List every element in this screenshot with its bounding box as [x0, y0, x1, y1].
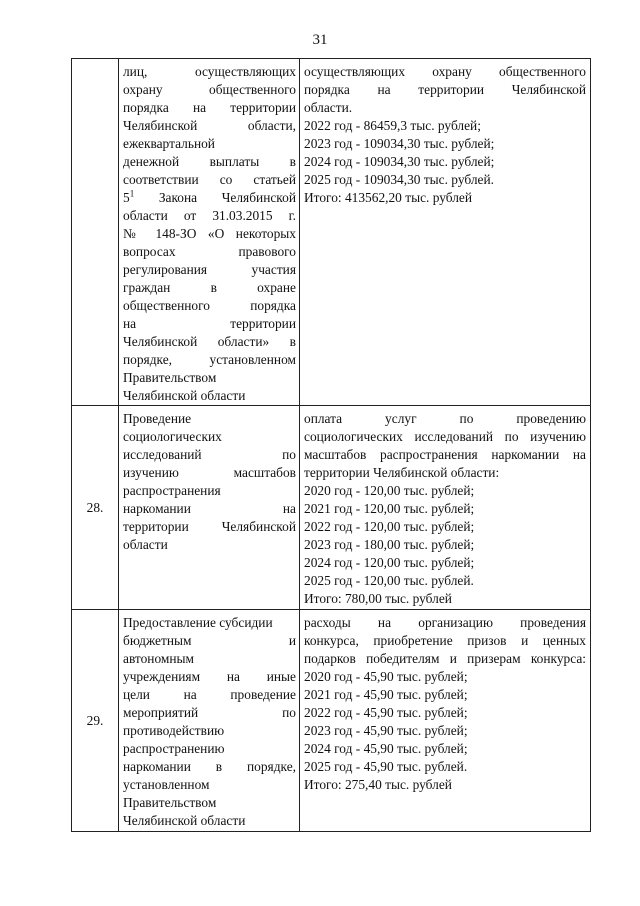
text-line: 2023 год - 109034,30 тыс. рублей;	[304, 136, 495, 151]
text-line: вопросах правового	[123, 244, 296, 259]
text-line: лиц, осуществляющих	[123, 64, 296, 79]
row-number: 29.	[72, 610, 119, 832]
text-line: порядка на территории	[123, 100, 296, 115]
text-line: осуществляющих охрану общественного	[304, 64, 586, 79]
table-row	[72, 610, 591, 832]
text-line: области от 31.03.2015 г.	[123, 208, 296, 223]
text-line: конкурса, приобретение призов и ценных	[304, 633, 586, 648]
text-line: соответствии со статьей	[123, 172, 296, 187]
text-line: порядка на территории Челябинской	[304, 82, 586, 97]
text-line: оплата услуг по проведению	[304, 411, 586, 426]
table-row	[72, 406, 591, 610]
funding-details	[300, 610, 591, 832]
text-line-rest: Закона Челябинской	[134, 190, 296, 205]
text-line: бюджетным и	[123, 633, 296, 648]
text-line: распространению	[123, 741, 225, 756]
text-line: на территории	[123, 316, 296, 331]
text-line: 2025 год - 120,00 тыс. рублей.	[304, 573, 474, 588]
text-line: цели на проведение	[123, 687, 296, 702]
text-line: 2021 год - 45,90 тыс. рублей;	[304, 687, 468, 702]
text-line: исследований по	[123, 447, 296, 462]
text-line: № 148-ЗО «О некоторых	[123, 226, 296, 241]
text-line: общественного порядка	[123, 298, 296, 313]
text-line: 2022 год - 45,90 тыс. рублей;	[304, 705, 468, 720]
measure-description	[119, 610, 300, 832]
measure-description	[119, 406, 300, 610]
text-line: Челябинской области	[123, 388, 246, 403]
superscript: 1	[129, 189, 135, 199]
table-row	[72, 59, 591, 406]
text-line: граждан в охране	[123, 280, 296, 295]
funding-details	[300, 406, 591, 610]
text-line: Правительством	[123, 795, 217, 810]
text-line: территории Челябинской	[123, 519, 296, 534]
funding-details	[300, 59, 591, 406]
text-line: учреждениям на иные	[123, 669, 296, 684]
text-line: автономным	[123, 651, 195, 666]
text-line: Итого: 413562,20 тыс. рублей	[304, 190, 473, 205]
text-line: 2024 год - 45,90 тыс. рублей;	[304, 741, 468, 756]
text-line: регулирования участия	[123, 262, 296, 277]
text-line: ежеквартальной	[123, 136, 215, 151]
text-line: 2025 год - 45,90 тыс. рублей.	[304, 759, 468, 774]
text-line: Итого: 780,00 тыс. рублей	[304, 591, 452, 606]
text-line: изучению масштабов	[123, 465, 296, 480]
text-line: наркомании на	[123, 501, 296, 516]
text-line: мероприятий по	[123, 705, 296, 720]
text-line: области	[123, 537, 168, 552]
text-line: социологических исследований по изучению	[304, 429, 586, 444]
text-line: 2020 год - 120,00 тыс. рублей;	[304, 483, 475, 498]
measures-table	[71, 58, 591, 832]
text-line: социологических	[123, 429, 222, 444]
text-line: масштабов распространения наркомании на	[304, 447, 586, 462]
text-line: Челябинской области	[123, 813, 246, 828]
text-line: порядке, установленном	[123, 352, 296, 367]
text-line: Проведение	[123, 411, 192, 426]
text-line: области.	[304, 100, 353, 115]
text-line: установленном	[123, 777, 210, 792]
measure-description	[119, 59, 300, 406]
text-line: Предоставление субсидии	[123, 615, 273, 630]
text-line: распространения	[123, 483, 221, 498]
text-line: Челябинской области» в	[123, 334, 296, 349]
text-line: 2020 год - 45,90 тыс. рублей;	[304, 669, 468, 684]
row-number	[72, 59, 119, 406]
text-line: Итого: 275,40 тыс. рублей	[304, 777, 452, 792]
article-number: 5	[123, 190, 130, 205]
text-line: охрану общественного	[123, 82, 296, 97]
page-number: 31	[312, 32, 328, 48]
text-line: 2022 год - 120,00 тыс. рублей;	[304, 519, 475, 534]
text-line: 2021 год - 120,00 тыс. рублей;	[304, 501, 475, 516]
text-line: 2024 год - 120,00 тыс. рублей;	[304, 555, 475, 570]
text-line: подарков победителям и призерам конкурса:	[304, 651, 586, 666]
text-line: 2023 год - 180,00 тыс. рублей;	[304, 537, 475, 552]
text-line: Челябинской области,	[123, 118, 296, 133]
text-line: территории Челябинской области:	[304, 465, 500, 480]
text-line: 2024 год - 109034,30 тыс. рублей;	[304, 154, 495, 169]
text-line: наркомании в порядке,	[123, 759, 296, 774]
text-line: противодействию	[123, 723, 225, 738]
text-line: Правительством	[123, 370, 217, 385]
text-line	[123, 189, 296, 207]
text-line: 2023 год - 45,90 тыс. рублей;	[304, 723, 468, 738]
text-line: денежной выплаты в	[123, 154, 296, 169]
text-line: 2022 год - 86459,3 тыс. рублей;	[304, 118, 481, 133]
row-number: 28.	[72, 406, 119, 610]
text-line: 2025 год - 109034,30 тыс. рублей.	[304, 172, 494, 187]
text-line: расходы на организацию проведения	[304, 615, 586, 630]
